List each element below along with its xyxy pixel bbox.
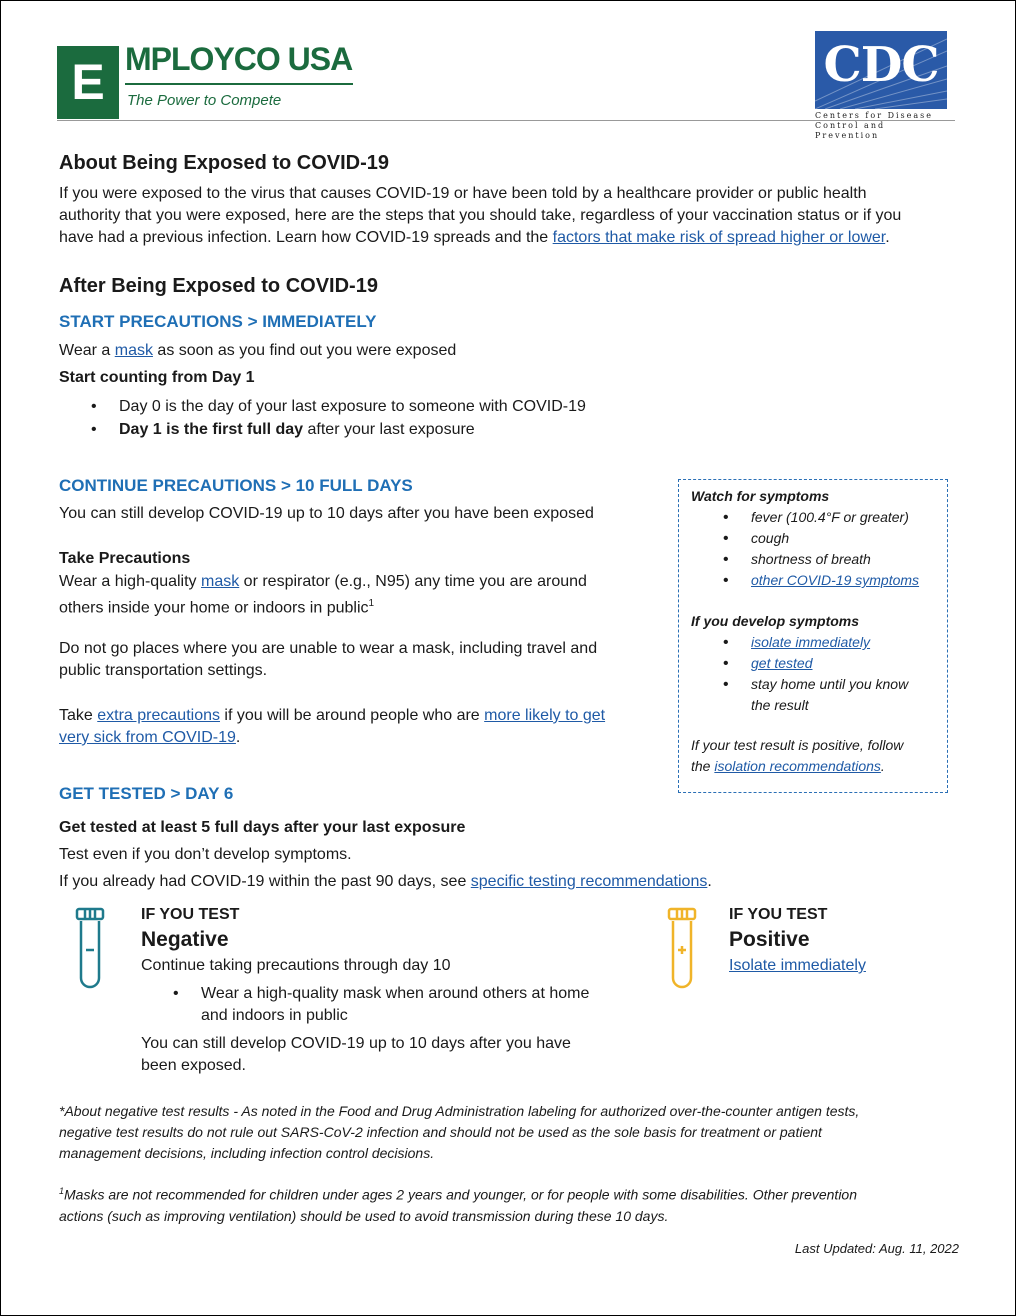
continue-precautions-heading: CONTINUE PRECAUTIONS > 10 FULL DAYS bbox=[59, 476, 413, 495]
footnote-marker: 1 bbox=[368, 598, 375, 609]
get-tested-link[interactable]: get tested bbox=[751, 655, 813, 671]
symptoms-list bbox=[751, 507, 941, 591]
continue-line: You can still develop COVID-19 up to 10 days after you have been exposed bbox=[59, 505, 594, 522]
negative-still-develop: You can still develop COVID-19 up to 10 days after you have been exposed. bbox=[141, 1035, 571, 1074]
positive-result: Positive bbox=[729, 928, 810, 951]
symptoms-sidebar-content bbox=[691, 486, 941, 777]
last-updated: Last Updated: Aug. 11, 2022 bbox=[794, 1241, 959, 1256]
about-line-1: If you were exposed to the virus that causes COVID-19 or have been told by a healthcare provider or public health bbox=[59, 185, 867, 202]
cdc-sub-line1: Centers for Disease bbox=[815, 111, 933, 120]
get-tested-line2: If you already had COVID-19 within the past 90 days, see specific testing recommendations. bbox=[59, 873, 712, 890]
specific-testing-link[interactable]: specific testing recommendations bbox=[470, 873, 708, 890]
cdc-logo-text: CDC bbox=[823, 37, 939, 93]
extra-precautions-link[interactable]: extra precautions bbox=[97, 707, 220, 724]
mask-link[interactable]: mask bbox=[114, 342, 153, 359]
take-precautions-text: Wear a high-quality mask or respirator (e.g., N95) any time you are around others inside your home or indoors in public$^1$ bbox=[59, 573, 587, 617]
positive-line bbox=[729, 955, 866, 977]
list-item: • fever (100.4°F or greater) bbox=[751, 507, 941, 528]
negative-results-footnote: *About negative test results - As noted in the Food and Drug Administration labeling for authorized over-the-counter antigen tests, negative test results do not rule out SARS-CoV-2 infection and should not be used as the sole basis for treatment or patient management decisions, including infection control decisions. bbox=[59, 1103, 860, 1161]
start-precautions-heading: START PRECAUTIONS > IMMEDIATELY bbox=[59, 312, 377, 331]
test-tube-positive-icon bbox=[665, 906, 699, 994]
isolation-recommendations-link[interactable]: isolation recommendations bbox=[714, 758, 881, 774]
positive-result-note: If your test result is positive, follow the isolation recommendations. bbox=[691, 737, 904, 774]
positive-label: IF YOU TEST bbox=[729, 906, 828, 923]
list-item: • Wear a high-quality mask when around others at home and indoors in public bbox=[201, 983, 641, 1027]
masks-footnote: $^1$Masks are not recommended for children under ages 2 years and younger, or for people with some disabilities. Other prevention actions (such as improving ventilation) should be used to avoid transmission during these 10 days. bbox=[59, 1186, 857, 1224]
get-tested-heading: GET TESTED > DAY 6 bbox=[59, 784, 234, 803]
list-item: • stay home until you know the result bbox=[751, 674, 941, 716]
about-line-3: have had a previous infection. Learn how COVID-19 spreads and the factors that make risk of spread higher or lower. bbox=[59, 229, 890, 246]
wear-mask-line: Wear a mask as soon as you find out you were exposed bbox=[59, 342, 457, 359]
get-tested-bold: Get tested at least 5 full days after your last exposure bbox=[59, 819, 466, 836]
positive-isolate-link[interactable]: Isolate immediately bbox=[729, 957, 866, 974]
employco-logo-mark: E bbox=[57, 46, 119, 119]
no-go-paragraph: Do not go places where you are unable to wear a mask, including travel and public transportation settings. bbox=[59, 640, 598, 679]
list-item bbox=[751, 632, 941, 653]
after-title: After Being Exposed to COVID-19 bbox=[59, 275, 378, 297]
watch-symptoms-title: Watch for symptoms bbox=[691, 488, 830, 504]
cdc-logo bbox=[815, 31, 947, 109]
negative-line: Continue taking precautions through day 10 bbox=[141, 957, 451, 974]
header-divider bbox=[57, 120, 955, 121]
employco-logo-rule bbox=[125, 83, 353, 85]
day-counting-list bbox=[119, 396, 586, 441]
list-item bbox=[751, 570, 941, 591]
extra-precautions-paragraph: Take extra precautions if you will be around people who are more likely to get very sick from COVID-19. bbox=[59, 707, 606, 746]
list-item: • Day 0 is the day of your last exposure to someone with COVID-19 bbox=[119, 396, 586, 418]
list-item: • shortness of breath bbox=[751, 549, 941, 570]
employco-tagline: The Power to Compete bbox=[127, 92, 282, 109]
get-tested-line1: Test even if you don’t develop symptoms. bbox=[59, 846, 352, 863]
cdc-logo-subtitle bbox=[815, 111, 951, 141]
about-paragraph bbox=[59, 183, 959, 249]
test-tube-negative-icon bbox=[73, 906, 107, 994]
start-counting-label: Start counting from Day 1 bbox=[59, 369, 255, 386]
develop-symptoms-title: If you develop symptoms bbox=[691, 613, 860, 629]
high-quality-mask-link[interactable]: mask bbox=[201, 573, 240, 590]
very-sick-link-part1[interactable]: more likely to get bbox=[484, 707, 606, 724]
very-sick-link-part2[interactable]: very sick from COVID-19 bbox=[59, 729, 236, 746]
list-item: • cough bbox=[751, 528, 941, 549]
risk-factors-link[interactable]: factors that make risk of spread higher or lower bbox=[552, 229, 886, 246]
list-item bbox=[751, 653, 941, 674]
cdc-sub-line2: Control and Prevention bbox=[815, 121, 886, 140]
negative-bullets bbox=[201, 983, 641, 1027]
employco-logo-name: MPLOYCO USA bbox=[125, 41, 353, 77]
negative-label: IF YOU TEST bbox=[141, 906, 240, 923]
take-precautions-title: Take Precautions bbox=[59, 550, 191, 567]
list-item: • Day 1 is the first full day after your last exposure bbox=[119, 419, 586, 441]
develop-symptoms-list bbox=[751, 632, 941, 716]
other-symptoms-link[interactable]: other COVID-19 symptoms bbox=[751, 572, 920, 588]
isolate-immediately-link[interactable]: isolate immediately bbox=[751, 634, 871, 650]
about-line-2: authority that you were exposed, here are the steps that you should take, regardless of your vaccination status or if you bbox=[59, 207, 902, 224]
negative-result: Negative bbox=[141, 928, 229, 951]
about-title: About Being Exposed to COVID-19 bbox=[59, 152, 390, 174]
